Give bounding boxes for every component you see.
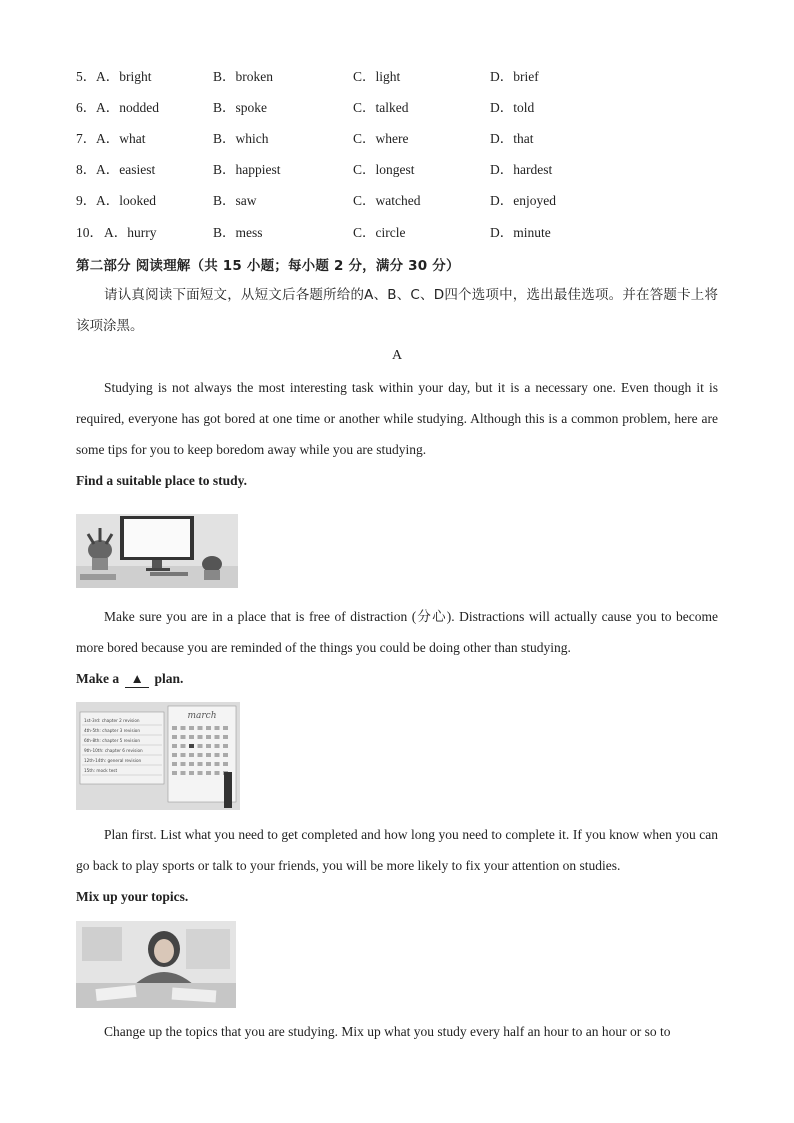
tip2-heading-before: Make a	[76, 671, 120, 686]
option-b: B．broken	[213, 69, 273, 84]
option-c: C．talked	[353, 100, 409, 115]
calendar-day	[206, 744, 211, 748]
calendar-day	[215, 771, 220, 775]
student-illustration	[76, 921, 236, 1008]
option-a: A．bright	[96, 69, 152, 84]
option-a: A．hurry	[104, 225, 157, 240]
option-a: A．nodded	[96, 100, 159, 115]
calendar-day	[198, 753, 203, 757]
calendar-day	[215, 762, 220, 766]
calendar-day	[223, 726, 228, 730]
option-b: B．happiest	[213, 162, 281, 177]
section-title: 第二部分 阅读理解（共 15 小题；每小题 2 分，满分 30 分）	[76, 258, 460, 274]
calendar-day	[181, 753, 186, 757]
question-number: 8．	[76, 162, 97, 177]
option-b: B．saw	[213, 193, 257, 208]
option-c: C．where	[353, 131, 409, 146]
calendar-day	[206, 762, 211, 766]
option-b: B．which	[213, 131, 269, 146]
tip3-paragraph: Change up the topics that you are studying. Mix up what you study every half an hour to an hour or so to	[104, 1024, 671, 1039]
instruction-text: 请认真阅读下面短文，从短文后各题所给的A、B、C、D四个选项中，选出最佳选项。并在答题卡上将该项涂黑。	[76, 287, 718, 334]
option-c: C．circle	[353, 225, 406, 240]
plan-list-item: 9th-10th: chapter 6 revision	[84, 748, 143, 753]
calendar-day	[223, 753, 228, 757]
question-number: 5．	[76, 69, 97, 84]
tip2-heading	[76, 671, 183, 688]
calendar-day	[223, 735, 228, 739]
option-d: D．minute	[490, 225, 551, 240]
option-c: C．longest	[353, 162, 415, 177]
intro-paragraph: Studying is not always the most interesting task within your day, but it is a necessary one. Even though it is required, everyone has got bored at one time or another while studying. Although this is a common problem, here are some tips for you to keep boredom away while you are studying.	[76, 380, 718, 457]
option-c: C．watched	[353, 193, 421, 208]
calendar-day	[189, 735, 194, 739]
calendar-day	[181, 735, 186, 739]
option-d: D．that	[490, 131, 534, 146]
calendar-title: march	[187, 711, 217, 721]
calendar-day	[223, 762, 228, 766]
calendar-day	[172, 762, 177, 766]
calendar-day	[172, 753, 177, 757]
calendar-day	[172, 744, 177, 748]
calendar-day	[215, 753, 220, 757]
option-d: D．enjoyed	[490, 193, 556, 208]
calendar-day	[206, 753, 211, 757]
option-a: A．what	[96, 131, 146, 146]
calendar-day	[206, 735, 211, 739]
answer-blank: ▲	[125, 671, 149, 688]
tip1-paragraph: Make sure you are in a place that is free of distraction (分心). Distractions will actually cause you to become more bored because you are reminded of the things you could be doing other than studying.	[76, 609, 718, 655]
desk-illustration	[76, 514, 238, 588]
option-a: A．looked	[96, 193, 156, 208]
calendar-day	[189, 762, 194, 766]
plan-list-item: 12th-14th: general revision	[84, 758, 142, 763]
plan-list-item: 6th-8th: chapter 5 revision	[84, 738, 141, 743]
plan-list-item: 15th: mock test	[84, 768, 118, 773]
calendar-day	[172, 726, 177, 730]
tip2-paragraph: Plan first. List what you need to get completed and how long you need to complete it. If you know when you can go back to play sports or talk to your friends, you will be more likely to fix your attention on studies.	[76, 827, 718, 873]
option-b: B．spoke	[213, 100, 267, 115]
calendar-day	[198, 726, 203, 730]
tip2-heading-after: plan.	[154, 671, 184, 686]
option-c: C．light	[353, 69, 401, 84]
option-d: D．hardest	[490, 162, 553, 177]
calendar-day	[206, 726, 211, 730]
calendar-day	[215, 735, 220, 739]
plan-list-item: 4th-5th: chapter 3 revision	[84, 728, 141, 733]
option-d: D．brief	[490, 69, 539, 84]
calendar-day	[198, 762, 203, 766]
calendar-day	[198, 744, 203, 748]
calendar-day	[206, 771, 211, 775]
calendar-day	[181, 762, 186, 766]
calendar-day	[172, 735, 177, 739]
calendar-day	[198, 771, 203, 775]
calendar-day	[189, 744, 194, 748]
calendar-day	[181, 771, 186, 775]
option-a: A．easiest	[96, 162, 156, 177]
tip1-heading: Find a suitable place to study.	[76, 473, 248, 488]
passage-label: A	[391, 348, 403, 363]
question-number: 10．	[76, 225, 103, 240]
question-number: 7．	[76, 131, 97, 146]
option-b: B．mess	[213, 225, 263, 240]
calendar-day	[215, 726, 220, 730]
question-number: 9．	[76, 193, 97, 208]
calendar-day	[189, 753, 194, 757]
calendar-day	[181, 726, 186, 730]
question-number: 6．	[76, 100, 97, 115]
plan-list-item: 1st-3rd: chapter 2 revision	[84, 718, 140, 723]
calendar-day	[223, 744, 228, 748]
calendar-day	[172, 771, 177, 775]
calendar-day	[189, 726, 194, 730]
tip3-heading: Mix up your topics.	[76, 889, 189, 904]
calendar-day	[198, 735, 203, 739]
option-d: D．told	[490, 100, 535, 115]
plan-calendar-illustration	[76, 702, 240, 810]
calendar-day	[189, 771, 194, 775]
calendar-day	[181, 744, 186, 748]
calendar-day	[215, 744, 220, 748]
